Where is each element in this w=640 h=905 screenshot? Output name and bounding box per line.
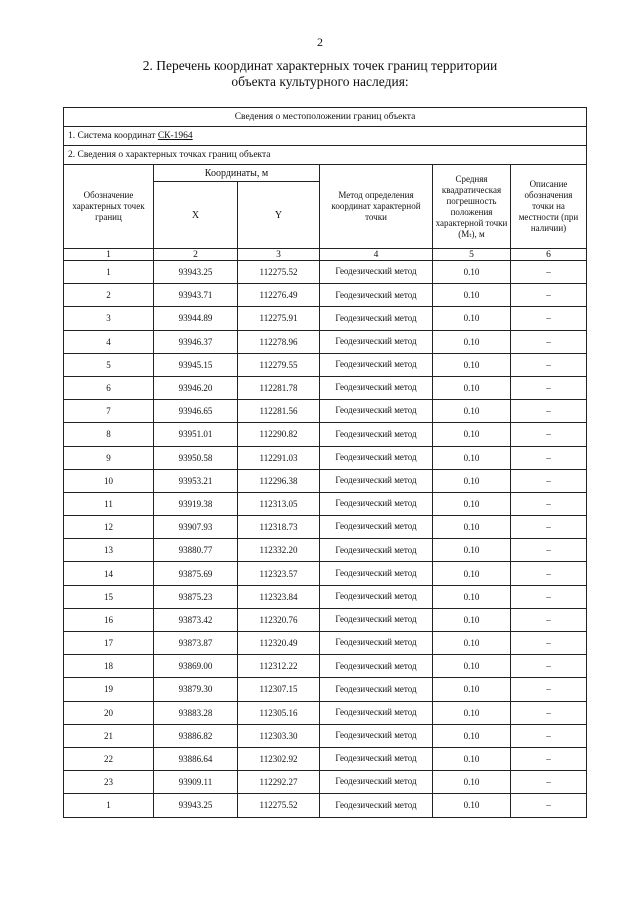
table-row [64, 469, 587, 492]
y-coordinate-cell: 112291.03 [238, 446, 320, 469]
table-row [64, 330, 587, 353]
accuracy-cell: 0.10 [433, 446, 511, 469]
table-row [64, 423, 587, 446]
table-row [64, 400, 587, 423]
method-cell: Геодезический метод [320, 562, 433, 585]
method-cell: Геодезический метод [320, 678, 433, 701]
description-cell: – [511, 516, 587, 539]
accuracy-cell: 0.10 [433, 794, 511, 817]
method-cell: Геодезический метод [320, 307, 433, 330]
point-id-cell: 2 [64, 284, 154, 307]
y-coordinate-cell: 112303.30 [238, 724, 320, 747]
x-coordinate-cell: 93873.42 [154, 608, 238, 631]
method-cell: Геодезический метод [320, 794, 433, 817]
table-row [64, 747, 587, 770]
point-id-cell: 19 [64, 678, 154, 701]
y-coordinate-cell: 112275.52 [238, 794, 320, 817]
description-cell: – [511, 794, 587, 817]
method-cell: Геодезический метод [320, 469, 433, 492]
table-row [64, 771, 587, 794]
y-coordinate-cell: 112313.05 [238, 492, 320, 515]
x-coordinate-cell: 93943.25 [154, 794, 238, 817]
table-row [64, 516, 587, 539]
y-coordinate-cell: 112279.55 [238, 353, 320, 376]
point-id-cell: 20 [64, 701, 154, 724]
table-row [64, 608, 587, 631]
x-coordinate-cell: 93869.00 [154, 655, 238, 678]
description-cell: – [511, 353, 587, 376]
page-number: 2 [317, 35, 323, 49]
y-coordinate-cell: 112312.22 [238, 655, 320, 678]
accuracy-cell: 0.10 [433, 747, 511, 770]
y-coordinate-cell: 112296.38 [238, 469, 320, 492]
y-coordinate-cell: 112323.84 [238, 585, 320, 608]
point-id-cell: 5 [64, 353, 154, 376]
accuracy-cell: 0.10 [433, 400, 511, 423]
y-coordinate-cell: 112320.49 [238, 632, 320, 655]
x-coordinate-cell: 93886.82 [154, 724, 238, 747]
accuracy-cell: 0.10 [433, 516, 511, 539]
method-cell: Геодезический метод [320, 284, 433, 307]
table-row [64, 562, 587, 585]
header-coordinates: Координаты, м [154, 165, 320, 182]
header-method: Метод определения координат характерной точки [320, 165, 433, 249]
page-title [0, 58, 640, 90]
accuracy-cell: 0.10 [433, 701, 511, 724]
table-row [64, 585, 587, 608]
method-cell: Геодезический метод [320, 724, 433, 747]
x-coordinate-cell: 93875.69 [154, 562, 238, 585]
y-coordinate-cell: 112307.15 [238, 678, 320, 701]
method-cell: Геодезический метод [320, 516, 433, 539]
description-cell: – [511, 400, 587, 423]
accuracy-cell: 0.10 [433, 678, 511, 701]
header-accuracy: Средняя квадратическая погрешность положения характерной точки (Mₜ), м [433, 165, 511, 249]
method-cell: Геодезический метод [320, 608, 433, 631]
y-coordinate-cell: 112292.27 [238, 771, 320, 794]
y-coordinate-cell: 112281.56 [238, 400, 320, 423]
method-cell: Геодезический метод [320, 446, 433, 469]
accuracy-cell: 0.10 [433, 632, 511, 655]
accuracy-cell: 0.10 [433, 655, 511, 678]
table-row [64, 655, 587, 678]
point-id-cell: 4 [64, 330, 154, 353]
x-coordinate-cell: 93945.15 [154, 353, 238, 376]
y-coordinate-cell: 112305.16 [238, 701, 320, 724]
description-cell: – [511, 701, 587, 724]
description-cell: – [511, 655, 587, 678]
method-cell: Геодезический метод [320, 353, 433, 376]
description-cell: – [511, 307, 587, 330]
y-coordinate-cell: 112278.96 [238, 330, 320, 353]
x-coordinate-cell: 93883.28 [154, 701, 238, 724]
column-number: 5 [433, 249, 511, 261]
description-cell: – [511, 608, 587, 631]
description-cell: – [511, 446, 587, 469]
y-coordinate-cell: 112318.73 [238, 516, 320, 539]
coordinates-table [63, 107, 587, 818]
y-coordinate-cell: 112275.52 [238, 261, 320, 284]
method-cell: Геодезический метод [320, 747, 433, 770]
x-coordinate-cell: 93943.25 [154, 261, 238, 284]
description-cell: – [511, 261, 587, 284]
column-number: 4 [320, 249, 433, 261]
point-id-cell: 15 [64, 585, 154, 608]
x-coordinate-cell: 93880.77 [154, 539, 238, 562]
accuracy-cell: 0.10 [433, 585, 511, 608]
point-id-cell: 23 [64, 771, 154, 794]
description-cell: – [511, 771, 587, 794]
accuracy-cell: 0.10 [433, 307, 511, 330]
point-id-cell: 6 [64, 376, 154, 399]
table-row [64, 261, 587, 284]
table-row [64, 794, 587, 817]
table-row [64, 376, 587, 399]
accuracy-cell: 0.10 [433, 724, 511, 747]
y-coordinate-cell: 112332.20 [238, 539, 320, 562]
accuracy-cell: 0.10 [433, 376, 511, 399]
point-id-cell: 12 [64, 516, 154, 539]
point-id-cell: 7 [64, 400, 154, 423]
table-row [64, 492, 587, 515]
y-coordinate-cell: 112290.82 [238, 423, 320, 446]
description-cell: – [511, 492, 587, 515]
title-line-1: 2. Перечень координат характерных точек границ территории [142, 58, 498, 73]
method-cell: Геодезический метод [320, 423, 433, 446]
method-cell: Геодезический метод [320, 632, 433, 655]
method-cell: Геодезический метод [320, 655, 433, 678]
method-cell: Геодезический метод [320, 261, 433, 284]
accuracy-cell: 0.10 [433, 423, 511, 446]
accuracy-cell: 0.10 [433, 261, 511, 284]
description-cell: – [511, 562, 587, 585]
accuracy-cell: 0.10 [433, 469, 511, 492]
description-cell: – [511, 747, 587, 770]
x-coordinate-cell: 93943.71 [154, 284, 238, 307]
x-coordinate-cell: 93946.65 [154, 400, 238, 423]
method-cell: Геодезический метод [320, 771, 433, 794]
x-coordinate-cell: 93886.64 [154, 747, 238, 770]
point-id-cell: 16 [64, 608, 154, 631]
x-coordinate-cell: 93946.37 [154, 330, 238, 353]
column-number: 6 [511, 249, 587, 261]
point-id-cell: 10 [64, 469, 154, 492]
accuracy-cell: 0.10 [433, 771, 511, 794]
x-coordinate-cell: 93875.23 [154, 585, 238, 608]
method-cell: Геодезический метод [320, 376, 433, 399]
point-id-cell: 3 [64, 307, 154, 330]
point-id-cell: 13 [64, 539, 154, 562]
point-id-cell: 9 [64, 446, 154, 469]
y-coordinate-cell: 112302.92 [238, 747, 320, 770]
description-cell: – [511, 376, 587, 399]
method-cell: Геодезический метод [320, 400, 433, 423]
point-id-cell: 14 [64, 562, 154, 585]
point-id-cell: 8 [64, 423, 154, 446]
y-coordinate-cell: 112281.78 [238, 376, 320, 399]
accuracy-cell: 0.10 [433, 562, 511, 585]
table-row [64, 539, 587, 562]
coord-system-value: СК-1964 [157, 131, 193, 141]
point-id-cell: 1 [64, 794, 154, 817]
point-id-cell: 11 [64, 492, 154, 515]
table-row [64, 307, 587, 330]
method-cell: Геодезический метод [320, 539, 433, 562]
y-coordinate-cell: 112275.91 [238, 307, 320, 330]
accuracy-cell: 0.10 [433, 608, 511, 631]
accuracy-cell: 0.10 [433, 353, 511, 376]
table-row [64, 678, 587, 701]
point-id-cell: 18 [64, 655, 154, 678]
description-cell: – [511, 585, 587, 608]
coord-system-label: 1. Система координат [68, 131, 158, 141]
y-coordinate-cell: 112320.76 [238, 608, 320, 631]
header-y: Y [238, 182, 320, 249]
coord-system-row [64, 127, 587, 146]
x-coordinate-cell: 93873.87 [154, 632, 238, 655]
table-row [64, 701, 587, 724]
x-coordinate-cell: 93944.89 [154, 307, 238, 330]
x-coordinate-cell: 93907.93 [154, 516, 238, 539]
column-number: 3 [238, 249, 320, 261]
point-id-cell: 1 [64, 261, 154, 284]
header-description: Описание обозначения точки на местности (при наличии) [511, 165, 587, 249]
method-cell: Геодезический метод [320, 492, 433, 515]
x-coordinate-cell: 93953.21 [154, 469, 238, 492]
table-row [64, 284, 587, 307]
column-number: 2 [154, 249, 238, 261]
x-coordinate-cell: 93919.38 [154, 492, 238, 515]
point-id-cell: 17 [64, 632, 154, 655]
description-cell: – [511, 632, 587, 655]
description-cell: – [511, 539, 587, 562]
description-cell: – [511, 284, 587, 307]
table-row [64, 632, 587, 655]
point-id-cell: 21 [64, 724, 154, 747]
table-row [64, 353, 587, 376]
table-row [64, 724, 587, 747]
accuracy-cell: 0.10 [433, 492, 511, 515]
table-row [64, 446, 587, 469]
description-cell: – [511, 423, 587, 446]
method-cell: Геодезический метод [320, 701, 433, 724]
method-cell: Геодезический метод [320, 330, 433, 353]
x-coordinate-cell: 93909.11 [154, 771, 238, 794]
x-coordinate-cell: 93879.30 [154, 678, 238, 701]
x-coordinate-cell: 93950.58 [154, 446, 238, 469]
title-line-2: объекта культурного наследия: [231, 74, 409, 89]
x-coordinate-cell: 93946.20 [154, 376, 238, 399]
points-section-header: 2. Сведения о характерных точках границ объекта [64, 146, 587, 165]
accuracy-cell: 0.10 [433, 330, 511, 353]
section-header: Сведения о местоположении границ объекта [64, 108, 587, 127]
accuracy-cell: 0.10 [433, 539, 511, 562]
description-cell: – [511, 469, 587, 492]
header-designation: Обозначение характерных точек границ [64, 165, 154, 249]
description-cell: – [511, 724, 587, 747]
y-coordinate-cell: 112323.57 [238, 562, 320, 585]
point-id-cell: 22 [64, 747, 154, 770]
accuracy-cell: 0.10 [433, 284, 511, 307]
column-number: 1 [64, 249, 154, 261]
y-coordinate-cell: 112276.49 [238, 284, 320, 307]
header-x: X [154, 182, 238, 249]
method-cell: Геодезический метод [320, 585, 433, 608]
x-coordinate-cell: 93951.01 [154, 423, 238, 446]
description-cell: – [511, 678, 587, 701]
description-cell: – [511, 330, 587, 353]
